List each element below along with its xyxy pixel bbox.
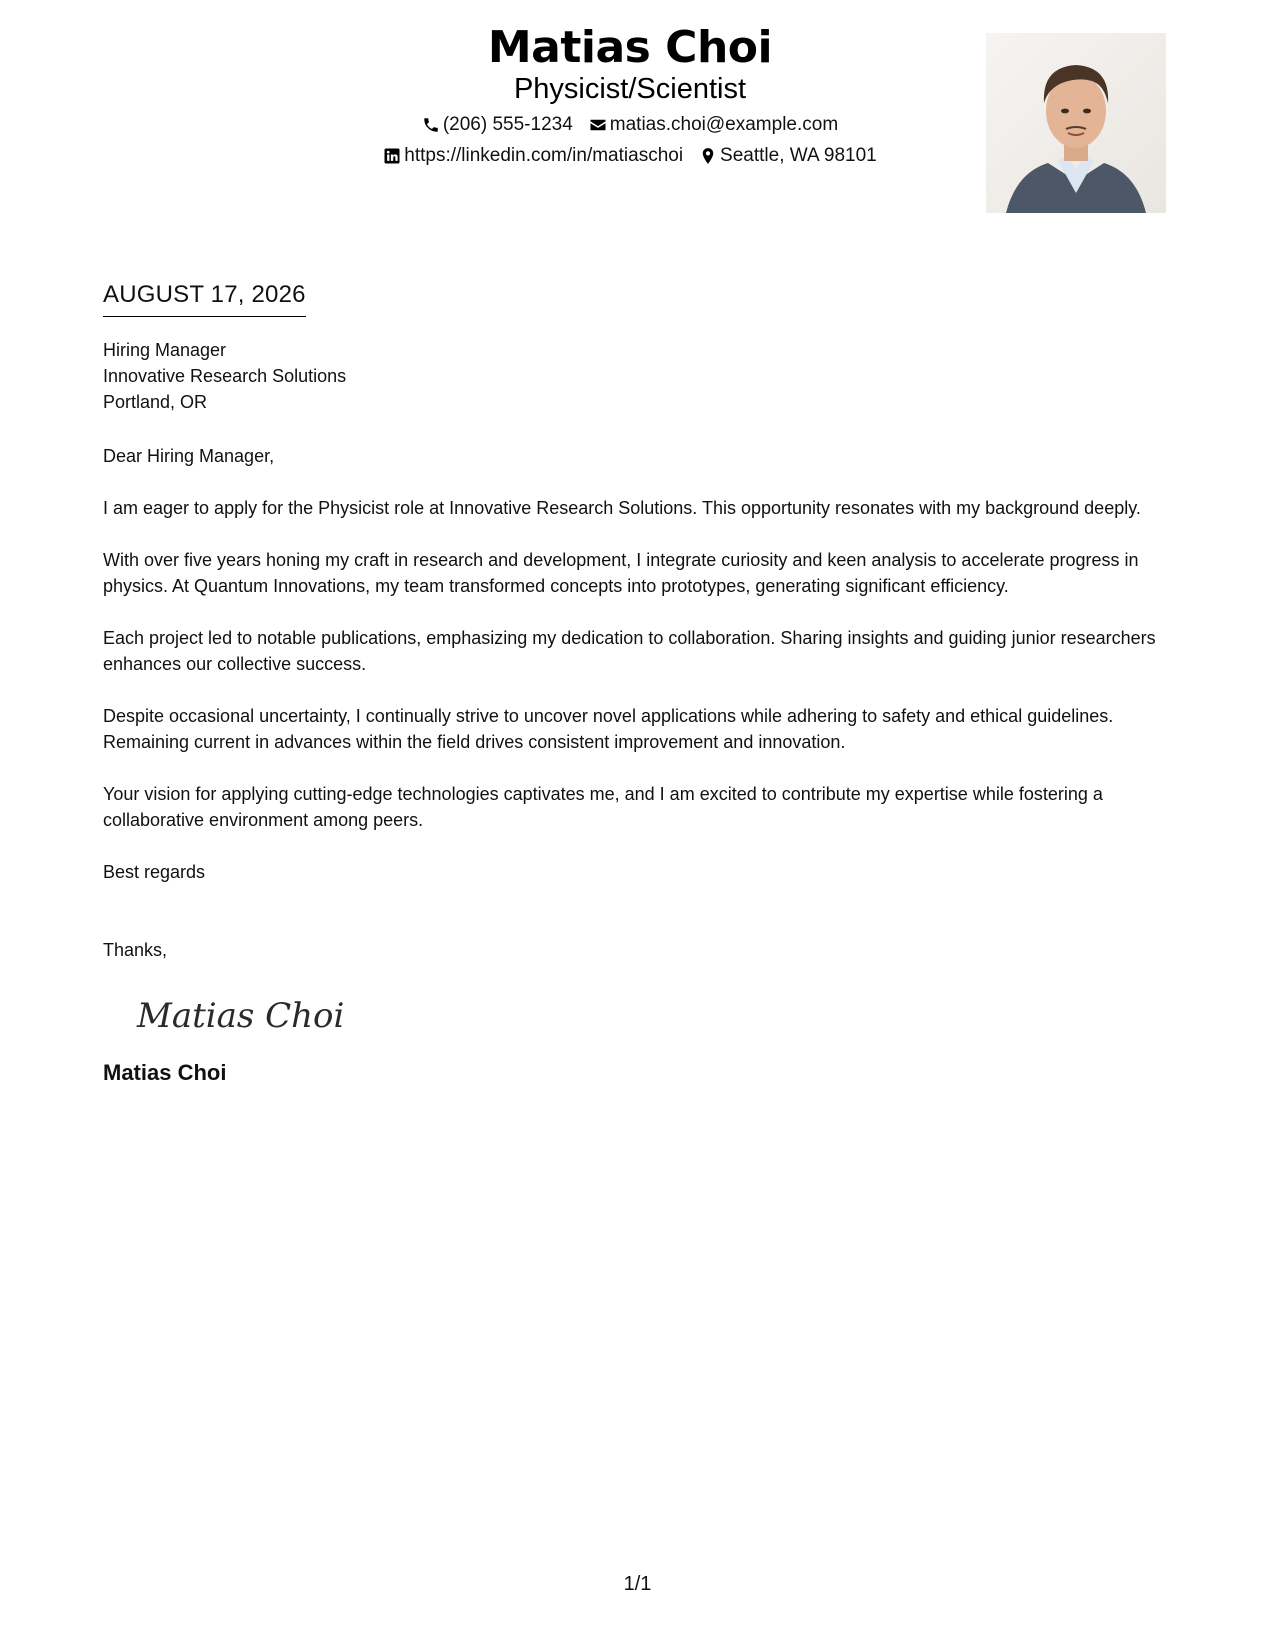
linkedin-icon [383, 147, 401, 165]
recipient-location: Portland, OR [103, 392, 208, 412]
signer-name: Matias Choi [103, 1060, 227, 1085]
phone-text: (206) 555-1234 [442, 114, 573, 135]
envelope-icon [589, 116, 607, 134]
letter-date: AUGUST 17, 2026 [103, 280, 306, 317]
recipient-block [103, 337, 1173, 415]
salutation: Dear Hiring Manager, [103, 446, 275, 466]
phone-icon [422, 116, 440, 134]
body-paragraph: I am eager to apply for the Physicist role at Innovative Research Solutions. This opportunity resonates with my background deeply. [103, 498, 1141, 518]
closing: Best regards [103, 862, 206, 882]
signature-text: Matias Choi [137, 996, 345, 1036]
applicant-name: Matias Choi [487, 22, 773, 73]
contact-linkedin [383, 144, 683, 168]
map-marker-icon [699, 147, 717, 165]
body-paragraph: Each project led to notable publications, emphasizing my dedication to collaboration. Sharing insights and guiding junior researchers enhances our collective success. [103, 628, 1156, 674]
location-text: Seattle, WA 98101 [720, 145, 877, 166]
applicant-title: Physicist/Scientist [513, 73, 747, 105]
linkedin-link[interactable]: https://linkedin.com/in/matiaschoi [404, 145, 684, 166]
page-number: 1/1 [623, 1573, 652, 1595]
body-paragraph: Despite occasional uncertainty, I continually strive to uncover novel applications while adhering to safety and ethical guidelines. Remaining current in advances within the field drives consistent improvement and innovation. [103, 706, 1114, 752]
contact-location [699, 144, 877, 168]
contact-phone [422, 113, 573, 137]
body-paragraph: With over five years honing my craft in research and development, I integrate curiosity and keen analysis to accelerate progress in physics. At Quantum Innovations, my team transformed concepts into prototypes, generating significant efficiency. [103, 550, 1139, 596]
signature-image [133, 989, 353, 1043]
profile-photo [986, 33, 1166, 213]
body-paragraph: Your vision for applying cutting-edge technologies captivates me, and I am excited to contribute my expertise while fostering a collaborative environment among peers. [103, 784, 1103, 830]
letter-body [103, 280, 1173, 1087]
thanks-line: Thanks, [103, 940, 168, 960]
contact-email [589, 113, 838, 137]
email-link[interactable]: matias.choi@example.com [609, 114, 839, 135]
recipient-role: Hiring Manager [103, 340, 227, 360]
recipient-company: Innovative Research Solutions [103, 366, 347, 386]
